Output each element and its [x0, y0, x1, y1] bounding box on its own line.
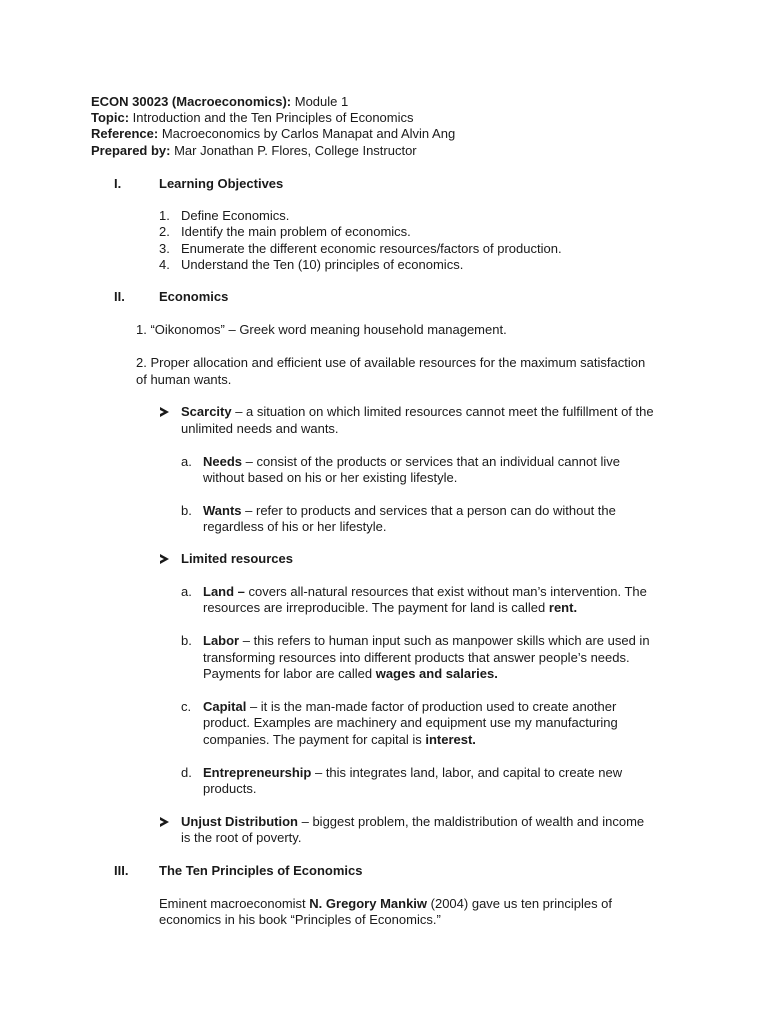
- labor-line1: [203, 633, 650, 649]
- unjust-text: – biggest problem, the maldistribution of wealth and income: [298, 814, 645, 829]
- objective-text: Enumerate the different economic resources/factors of production.: [181, 241, 562, 256]
- land-text-2: resources are irreproducible. The payment for land is called: [203, 600, 549, 615]
- scarcity-line2: unlimited needs and wants.: [181, 421, 339, 436]
- topic-value: Introduction and the Ten Principles of Economics: [129, 110, 414, 125]
- mankiw-name: N. Gregory Mankiw: [309, 896, 428, 911]
- unjust-term: Unjust Distribution: [181, 814, 298, 829]
- limited-resources-title: Limited resources: [181, 551, 293, 566]
- capital-line2: product. Examples are machinery and equipment use my manufacturing: [203, 715, 618, 730]
- section2-numeral: II.: [114, 289, 125, 304]
- section1-numeral: I.: [114, 176, 122, 191]
- objective-text: Understand the Ten (10) principles of economics.: [181, 257, 464, 272]
- arrow-bullet-icon: [160, 817, 169, 827]
- labor-line2: transforming resources into different products that answer people’s needs.: [203, 650, 630, 665]
- topic-line: [91, 110, 414, 126]
- land-line1: [203, 584, 647, 600]
- land-line2: [203, 600, 577, 616]
- labor-line3: [203, 666, 498, 682]
- mankiw-line2: economics in his book “Principles of Economics.”: [159, 912, 441, 927]
- objective-num: 4.: [159, 257, 170, 272]
- needs-line1: [203, 454, 620, 470]
- entrepreneurship-letter: d.: [181, 765, 192, 780]
- capital-line1: [203, 699, 616, 715]
- scarcity-text: – a situation on which limited resources cannot meet the fulfillment of the: [231, 404, 654, 419]
- topic-label: Topic:: [91, 110, 130, 125]
- labor-text-3: Payments for labor are called: [203, 666, 376, 681]
- capital-line3: [203, 732, 476, 748]
- labor-term: Labor: [203, 633, 240, 648]
- economics-point-1: 1. “Oikonomos” – Greek word meaning household management.: [136, 322, 507, 337]
- objective-text: Identify the main problem of economics.: [181, 224, 411, 239]
- wants-text: – refer to products and services that a person can do without the: [241, 503, 616, 518]
- capital-letter: c.: [181, 699, 192, 714]
- land-text: covers all-natural resources that exist without man’s intervention. The: [244, 584, 647, 599]
- section2-title: Economics: [159, 289, 229, 304]
- unjust-line1: [181, 814, 644, 830]
- reference-value: Macroeconomics by Carlos Manapat and Alvin Ang: [158, 126, 456, 141]
- mankiw-line1: [159, 896, 612, 912]
- section3-title: The Ten Principles of Economics: [159, 863, 363, 878]
- arrow-bullet-icon: [160, 407, 169, 417]
- capital-payment: interest.: [425, 732, 476, 747]
- wants-term: Wants: [203, 503, 242, 518]
- scarcity-term: Scarcity: [181, 404, 232, 419]
- reference-line: [91, 126, 455, 142]
- course-line: [91, 94, 348, 110]
- needs-text: – consist of the products or services that an individual cannot live: [242, 454, 620, 469]
- needs-letter: a.: [181, 454, 192, 469]
- needs-term: Needs: [203, 454, 243, 469]
- capital-text: – it is the man-made factor of production used to create another: [246, 699, 617, 714]
- labor-payment: wages and salaries.: [375, 666, 498, 681]
- needs-line2: without based on his or her existing lifestyle.: [203, 470, 458, 485]
- arrow-bullet-icon: [160, 554, 169, 564]
- prepared-line: [91, 143, 417, 159]
- wants-line2: regardless of his or her lifestyle.: [203, 519, 387, 534]
- prepared-label: Prepared by:: [91, 143, 171, 158]
- objective-num: 2.: [159, 224, 170, 239]
- scarcity-line1: [181, 404, 654, 420]
- reference-label: Reference:: [91, 126, 159, 141]
- section3-numeral: III.: [114, 863, 129, 878]
- capital-text-3: companies. The payment for capital is: [203, 732, 426, 747]
- entrepreneurship-term: Entrepreneurship: [203, 765, 312, 780]
- mankiw-text-post: (2004) gave us ten principles of: [427, 896, 613, 911]
- entrepreneurship-line1: [203, 765, 622, 781]
- objective-text: Define Economics.: [181, 208, 290, 223]
- wants-line1: [203, 503, 616, 519]
- land-payment: rent.: [548, 600, 578, 615]
- capital-term: Capital: [203, 699, 247, 714]
- land-term: Land –: [203, 584, 245, 599]
- objective-num: 3.: [159, 241, 170, 256]
- prepared-value: Mar Jonathan P. Flores, College Instructor: [170, 143, 417, 158]
- mankiw-text-pre: Eminent macroeconomist: [159, 896, 310, 911]
- course-label: ECON 30023 (Macroeconomics):: [91, 94, 292, 109]
- economics-point-2-line1: 2. Proper allocation and efficient use of available resources for the maximum satisfaction: [136, 355, 646, 370]
- section1-title: Learning Objectives: [159, 176, 284, 191]
- entrepreneurship-line2: products.: [203, 781, 257, 796]
- wants-letter: b.: [181, 503, 192, 518]
- objective-num: 1.: [159, 208, 170, 223]
- entrepreneurship-text: – this integrates land, labor, and capital to create new: [311, 765, 623, 780]
- unjust-line2: is the root of poverty.: [181, 830, 302, 845]
- course-value: Module 1: [291, 94, 349, 109]
- labor-letter: b.: [181, 633, 192, 648]
- labor-text: – this refers to human input such as manpower skills which are used in: [239, 633, 650, 648]
- economics-point-2-line2: of human wants.: [136, 372, 232, 387]
- land-letter: a.: [181, 584, 192, 599]
